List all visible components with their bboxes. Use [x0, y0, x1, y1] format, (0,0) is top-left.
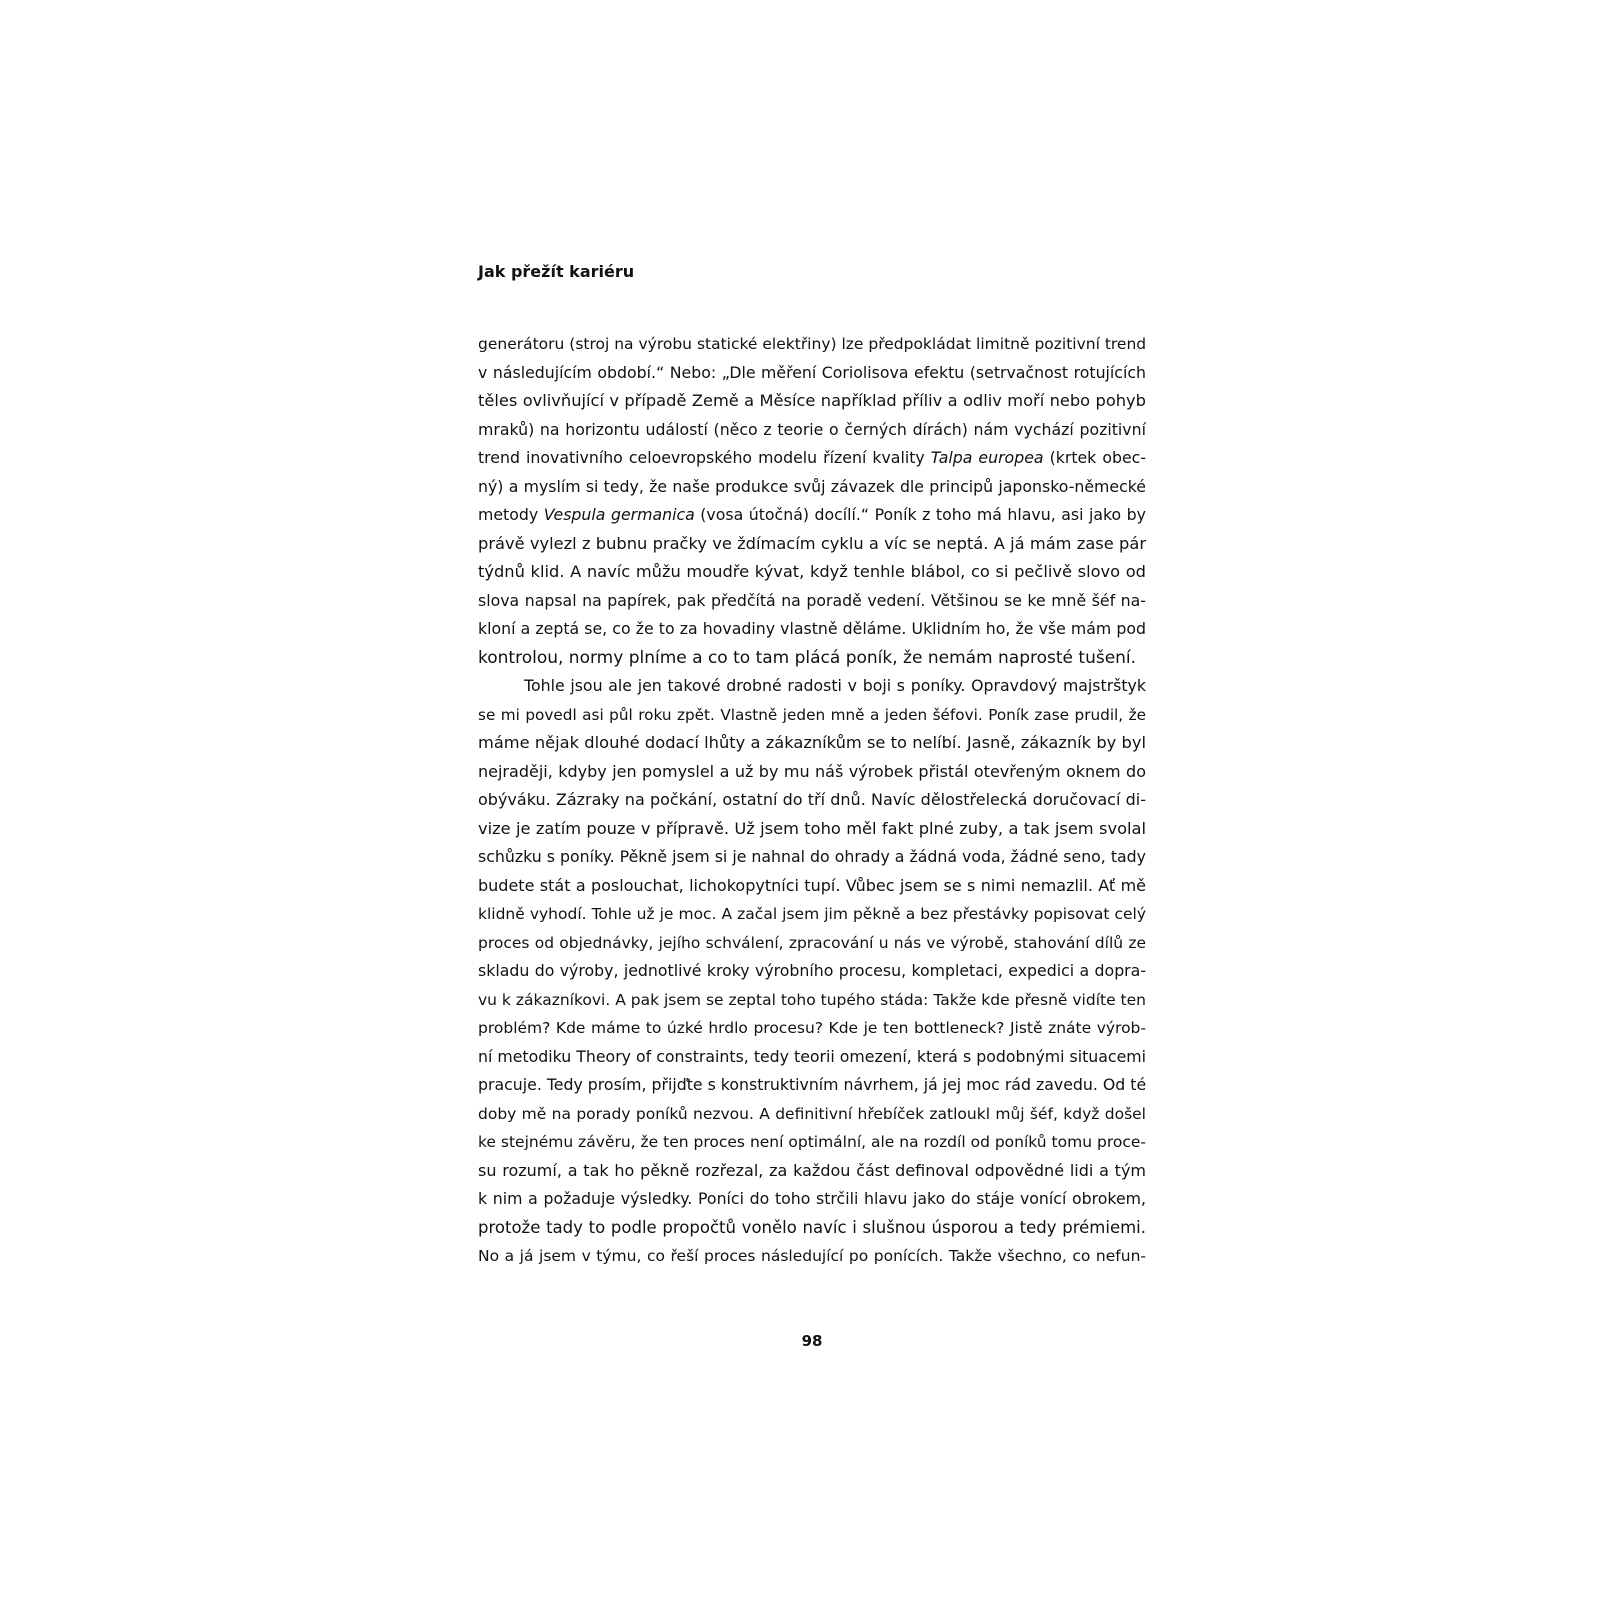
- text-line: [478, 1185, 1146, 1214]
- text-line: [478, 330, 1146, 359]
- page-number: 98: [801, 1332, 823, 1350]
- text-segment: slova napsal na papírek, pak předčítá na poradě vedení. Většinou se ke mně šéf na-: [478, 590, 1146, 610]
- text-line: [478, 872, 1146, 901]
- text-segment: schůzku s poníky. Pěkně jsem si je nahnal do ohrady a žádná voda, žádné seno, tady: [478, 847, 1146, 866]
- text-line: [478, 1214, 1146, 1243]
- text-line: [478, 1157, 1146, 1186]
- text-line: [478, 815, 1146, 844]
- text-line: [478, 758, 1146, 787]
- running-head-title: Jak přežít kariéru: [478, 262, 635, 281]
- text-segment: vu k zákazníkovi. A pak jsem se zeptal toho tupého stáda: Takže kde přesně vidíte ten: [478, 990, 1146, 1009]
- text-segment: budete stát a poslouchat, lichokopytníci tupí. Vůbec jsem se s nimi nemazlil. Ať mě: [478, 875, 1146, 895]
- text-segment: těles ovlivňující v případě Země a Měsíce například příliv a odliv moří nebo pohyb: [478, 391, 1146, 410]
- text-segment: (krtek obec-: [1043, 448, 1147, 467]
- text-line: [478, 900, 1146, 929]
- italic-term: Talpa europea: [930, 448, 1044, 467]
- text-segment: nejraději, kdyby jen pomyslel a už by mu náš výrobek přistál otevřeným oknem do: [478, 761, 1146, 781]
- text-segment: metody: [478, 505, 544, 524]
- text-segment: problém? Kde máme to úzké hrdlo procesu? Kde je ten bottleneck? Jistě znáte výrob-: [478, 1019, 1146, 1037]
- text-line: [478, 1014, 1146, 1043]
- text-segment: pracuje. Tedy prosím, přijďte s konstruktivním návrhem, já jej moc rád zavedu. Od té: [478, 1075, 1147, 1094]
- text-segment: obýváku. Zázraky na počkání, ostatní do tří dnů. Navíc dělostřelecká doručovací di-: [478, 790, 1146, 809]
- paragraph: [478, 672, 1146, 1271]
- text-segment: vize je zatím pouze v přípravě. Už jsem toho měl fakt plné zuby, a tak jsem svolal: [478, 818, 1146, 838]
- text-segment: kloní a zeptá se, co že to za hovadiny vlastně děláme. Uklidním ho, že vše mám pod: [478, 619, 1146, 638]
- text-line: [478, 929, 1146, 958]
- text-segment: su rozumí, a tak ho pěkně rozřezal, za každou část definoval odpovědné lidi a tým: [478, 1160, 1146, 1180]
- text-line: [478, 387, 1146, 416]
- text-line: [478, 558, 1146, 587]
- text-line: [478, 1128, 1146, 1157]
- text-segment: mraků) na horizontu událostí (něco z teorie o černých dírách) nám vychází pozitivní: [478, 419, 1146, 439]
- text-line: [478, 359, 1146, 388]
- text-line: [478, 473, 1146, 502]
- text-line: [478, 1242, 1146, 1271]
- text-line: [478, 786, 1146, 815]
- text-line: [478, 530, 1146, 559]
- text-segment: trend inovativního celoevropského modelu řízení kvality: [478, 448, 931, 467]
- text-line: [478, 957, 1146, 986]
- text-segment: No a já jsem v týmu, co řeší proces následující po ponících. Takže všechno, co nefun-: [478, 1247, 1146, 1265]
- text-line: [478, 416, 1146, 445]
- text-line: [478, 986, 1146, 1015]
- text-segment: ke stejnému závěru, že ten proces není optimální, ale na rozdíl od poníků tomu proce-: [478, 1133, 1146, 1151]
- text-segment: doby mě na porady poníků nezvou. A definitivní hřebíček zatloukl můj šéf, když došel: [478, 1104, 1146, 1123]
- text-line: [478, 843, 1146, 872]
- text-segment: v následujícím období.“ Nebo: „Dle měření Coriolisova efektu (setrvačnost rotujících: [478, 362, 1146, 382]
- text-line: [478, 672, 1146, 701]
- paragraph: [478, 330, 1146, 672]
- text-segment: k nim a požaduje výsledky. Poníci do toho strčili hlavu jako do stáje vonící obrokem,: [478, 1189, 1146, 1208]
- text-segment: ný) a myslím si tedy, že naše produkce svůj závazek dle principů japonsko-německé: [478, 476, 1146, 496]
- body-text: [478, 330, 1146, 1271]
- text-segment: kontrolou, normy plníme a co to tam plácá poník, že nemám naprosté tušení.: [478, 647, 1137, 668]
- text-line: [478, 644, 1146, 673]
- text-segment: generátoru (stroj na výrobu statické elektřiny) lze předpokládat limitně pozitivní trend: [478, 335, 1147, 353]
- text-line: [478, 1043, 1146, 1072]
- text-segment: ní metodiku Theory of constraints, tedy teorii omezení, která s podobnými situacemi: [478, 1046, 1146, 1066]
- text-line: [478, 501, 1146, 530]
- text-line: [478, 444, 1146, 473]
- text-segment: se mi povedl asi půl roku zpět. Vlastně jeden mně a jeden šéfovi. Poník zase prudil, že: [478, 705, 1146, 724]
- text-segment: Tohle jsou ale jen takové drobné radosti v boji s poníky. Opravdový majstrštyk: [524, 676, 1146, 695]
- text-line: [478, 701, 1146, 730]
- text-line: [478, 729, 1146, 758]
- text-segment: (vosa útočná) docílí.“ Poník z toho má hlavu, asi jako by: [694, 505, 1147, 524]
- text-segment: klidně vyhodí. Tohle už je moc. A začal jsem jim pěkně a bez přestávky popisovat celý: [478, 905, 1146, 923]
- text-line: [478, 587, 1146, 616]
- text-segment: skladu do výroby, jednotlivé kroky výrobního procesu, kompletaci, expedici a dopra-: [478, 961, 1146, 980]
- text-line: [478, 615, 1146, 644]
- text-segment: máme nějak dlouhé dodací lhůty a zákazníkům se to nelíbí. Jasně, zákazník by byl: [478, 733, 1146, 752]
- text-line: [478, 1071, 1146, 1100]
- italic-term: Vespula germanica: [543, 505, 695, 524]
- text-line: [478, 1100, 1146, 1129]
- text-segment: protože tady to podle propočtů vonělo navíc i slušnou úsporou a tedy prémiemi.: [478, 1217, 1146, 1237]
- text-segment: právě vylezl z bubnu pračky ve ždímacím cyklu a víc se neptá. A já mám zase pár: [478, 533, 1146, 553]
- text-segment: týdnů klid. A navíc můžu moudře kývat, když tenhle blábol, co si pečlivě slovo od: [478, 562, 1146, 581]
- text-segment: proces od objednávky, jejího schválení, zpracování u nás ve výrobě, stahování dílů ze: [478, 933, 1146, 952]
